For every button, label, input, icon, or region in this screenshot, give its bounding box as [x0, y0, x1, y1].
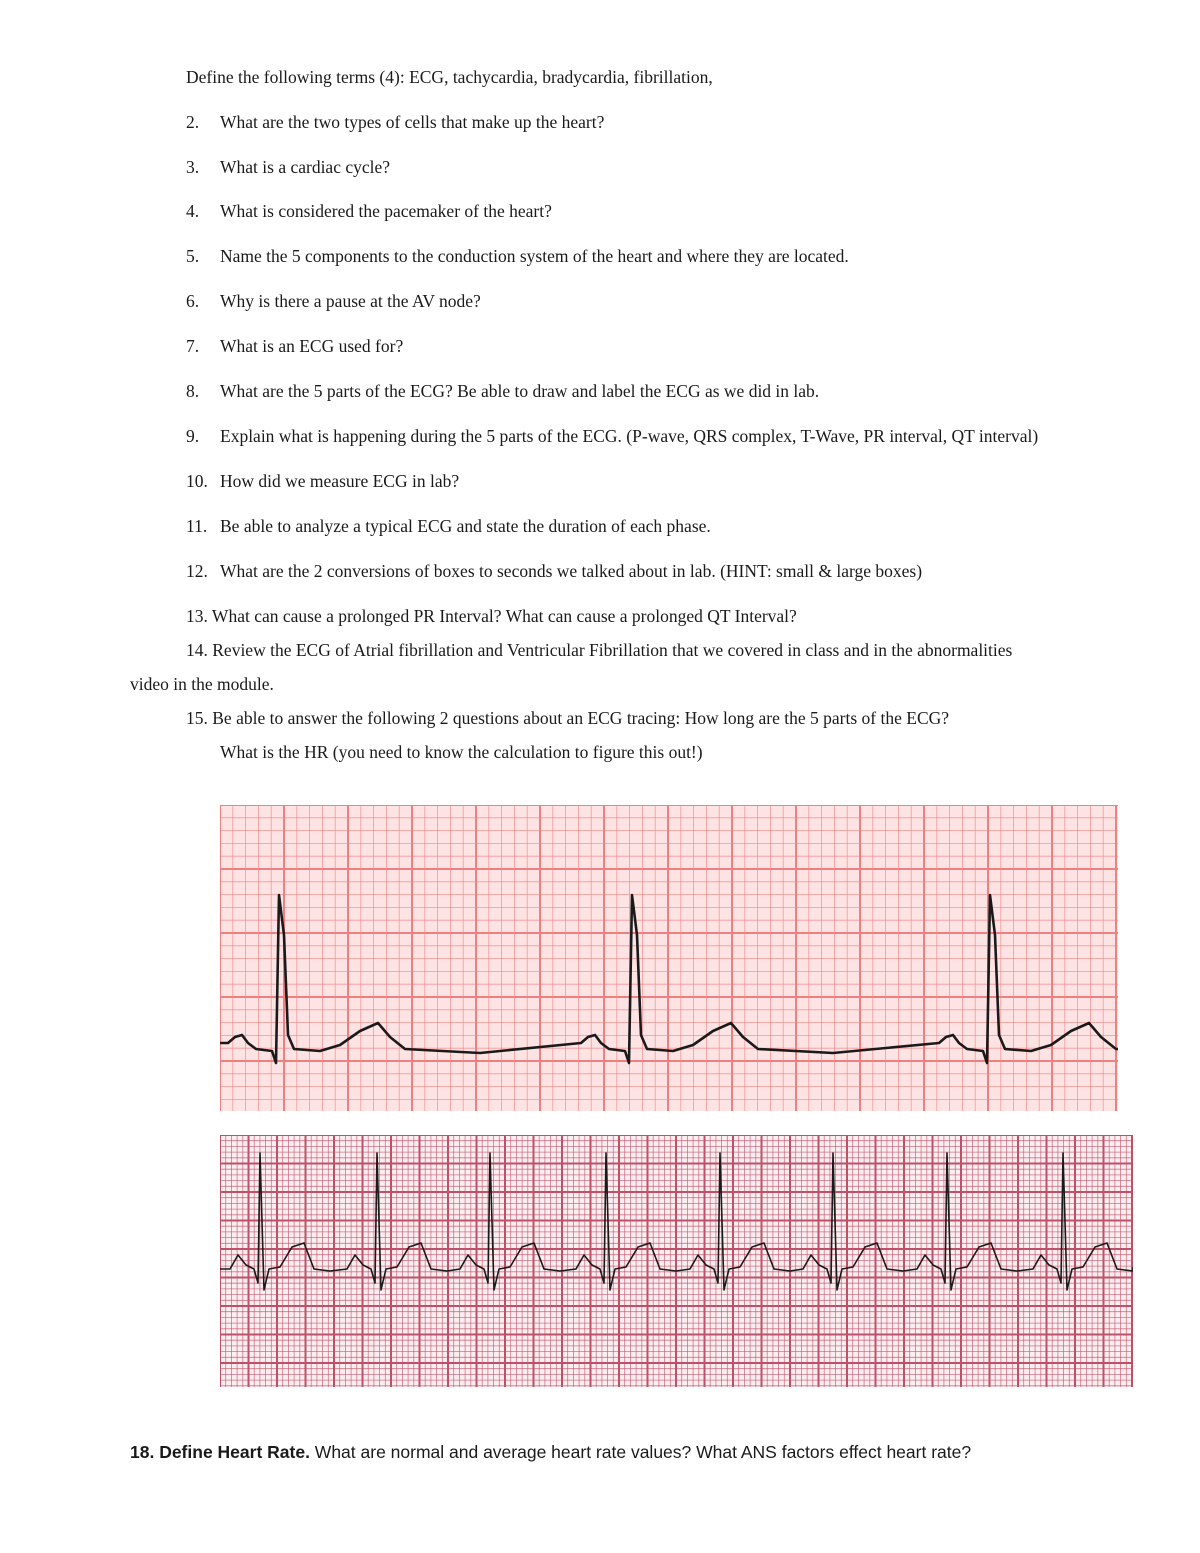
- question-item: [186, 515, 711, 537]
- question-18-text: What are normal and average heart rate values? What ANS factors effect heart rate?: [309, 1442, 972, 1462]
- question-18: [130, 1442, 971, 1463]
- question-text: How did we measure ECG in lab?: [220, 471, 460, 491]
- question-text: Name the 5 components to the conduction system of the heart and where they are located.: [220, 246, 849, 266]
- question-18-heading: 18. Define Heart Rate.: [130, 1442, 310, 1462]
- question-number: 11.: [186, 516, 208, 536]
- question-number: 4.: [186, 201, 200, 221]
- question-number: 10.: [186, 471, 208, 491]
- question-number: 6.: [186, 291, 200, 311]
- ecg-strip-tachycardia: [220, 1135, 1133, 1387]
- ecg-strip-normal-sinus: [220, 805, 1118, 1111]
- question-number: 7.: [186, 336, 200, 356]
- question-text: What are the 5 parts of the ECG? Be able to draw and label the ECG as we did in lab.: [220, 381, 820, 401]
- question-item: [186, 290, 481, 312]
- question-15-line-1: 15. Be able to answer the following 2 questions about an ECG tracing: How long are the 5 parts of the ECG?: [186, 708, 950, 728]
- question-number: 5.: [186, 246, 200, 266]
- question-text: What are the two types of cells that make up the heart?: [220, 112, 605, 132]
- intro-line: Define the following terms (4): ECG, tachycardia, bradycardia, fibrillation,: [186, 67, 713, 87]
- question-14-line-1: 14. Review the ECG of Atrial fibrillation and Ventricular Fibrillation that we covered in class and in the abnormalities: [186, 640, 1013, 660]
- question-text: What is considered the pacemaker of the heart?: [220, 201, 552, 221]
- question-13: 13. What can cause a prolonged PR Interval? What can cause a prolonged QT Interval?: [186, 606, 797, 626]
- question-number: 9.: [186, 426, 200, 446]
- question-14-line-2: video in the module.: [130, 674, 274, 694]
- question-item: [186, 335, 403, 357]
- question-text: What is an ECG used for?: [220, 336, 404, 356]
- question-number: 3.: [186, 157, 200, 177]
- question-text: Be able to analyze a typical ECG and state the duration of each phase.: [220, 516, 711, 536]
- question-item: [186, 156, 390, 178]
- question-text: What are the 2 conversions of boxes to seconds we talked about in lab. (HINT: small & large boxes): [220, 561, 923, 581]
- question-15-line-2: What is the HR (you need to know the calculation to figure this out!): [220, 742, 703, 762]
- question-number: 8.: [186, 381, 200, 401]
- question-item: [186, 560, 922, 582]
- question-text: Explain what is happening during the 5 parts of the ECG. (P-wave, QRS complex, T-Wave, PR interval, QT interval): [220, 426, 1039, 446]
- ecg-grid-2: [220, 1135, 1133, 1387]
- question-number: 2.: [186, 112, 200, 132]
- question-text: What is a cardiac cycle?: [220, 157, 391, 177]
- question-item: [186, 111, 604, 133]
- question-number: 12.: [186, 561, 208, 581]
- question-item: [186, 470, 459, 492]
- ecg-grid-1: [220, 805, 1118, 1111]
- question-item: [186, 200, 552, 222]
- question-item: [186, 380, 819, 402]
- question-item: [186, 245, 849, 267]
- question-item: [186, 425, 1038, 447]
- question-text: Why is there a pause at the AV node?: [220, 291, 481, 311]
